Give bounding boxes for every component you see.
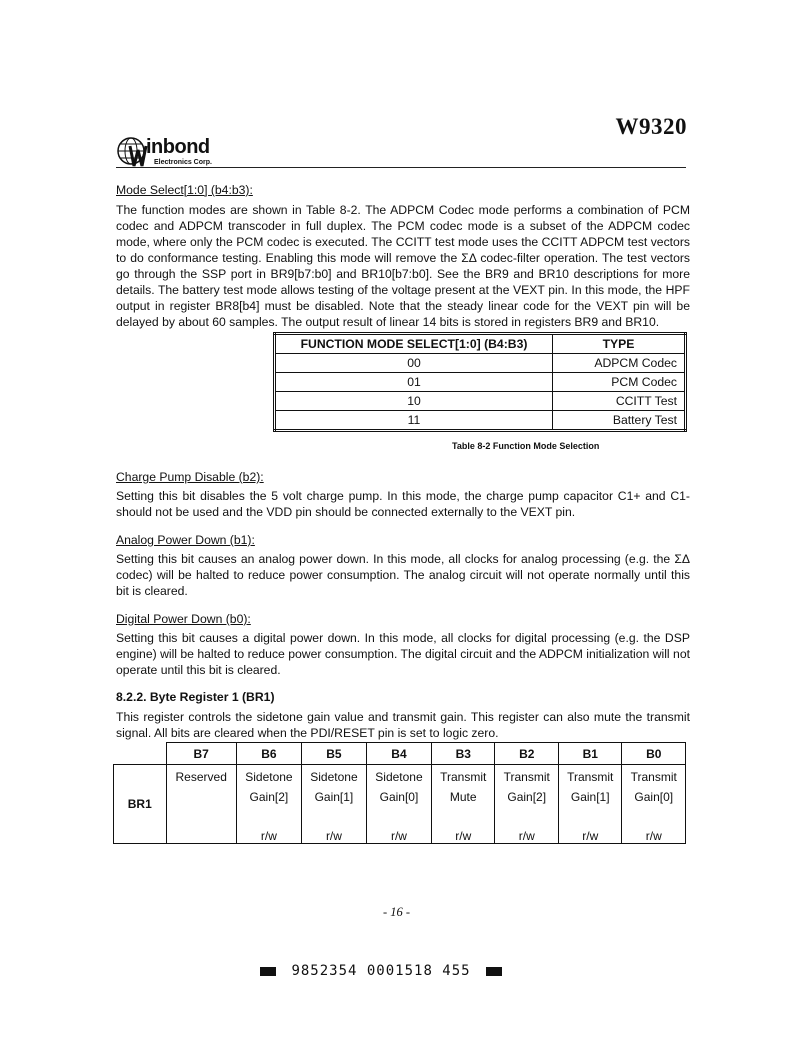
mode-type: ADPCM Codec [553,354,686,373]
mode-type: CCITT Test [553,392,686,411]
logo-subtitle: Electronics Corp. [154,159,212,166]
analog-power-paragraph: Setting this bit causes an analog power down. In this mode, all clocks for analog processing (e.g. the ΣΔ codec) will be halted to reduce power consumption. The analog circuit will not operate normally until this bit is cleared. [116,552,690,598]
table-row [275,354,686,373]
barcode-block-right [486,967,502,976]
barcode-text: 9852354 0001518 455 [291,963,471,979]
digital-power-paragraph: Setting this bit causes a digital power down. In this mode, all clocks for digital processing (e.g. the DSP engine) will be halted to reduce power consumption. The digital circuit and the ADPCM initialization will not operate until this bit is cleared. [116,631,690,677]
bit-description [366,765,431,822]
bit-desc-line1: Sidetone [310,770,358,784]
winbond-logo [116,136,256,170]
bit-access: r/w [558,821,622,844]
charge-pump-paragraph: Setting this bit disables the 5 volt charge pump. In this mode, the charge pump capacitor C1+ and C1- should not be used and the VDD pin should be connected externally to the VEXT pin. [116,489,690,519]
bit-desc-line2: Gain[0] [379,790,419,804]
br1-register-table [113,742,686,844]
type-column-header: TYPE [553,334,686,354]
bit-description [622,765,686,822]
table-row [275,392,686,411]
bit-access: r/w [236,821,301,844]
bit-desc-line2: Gain[2] [507,790,547,804]
register-label: BR1 [114,765,167,844]
bit-access: r/w [366,821,431,844]
bit-header: B7 [166,743,236,765]
header-divider [116,167,686,168]
mode-code: 10 [275,392,553,411]
br1-paragraph: This register controls the sidetone gain value and transmit gain. This register can also mute the transmit signal. All bits are cleared when the PDI/RESET pin is set to logic zero. [116,710,690,740]
bit-desc-line1: Sidetone [245,770,293,784]
mode-code: 11 [275,411,553,431]
bit-access: r/w [622,821,686,844]
bit-header: B5 [301,743,366,765]
scan-barcode-line [260,963,502,979]
mode-select-heading: Mode Select[1:0] (b4:b3): [116,183,253,197]
logo-wordmark: inbond [146,136,210,158]
bit-header: B2 [495,743,559,765]
page-number: - 16 - [383,905,411,919]
bit-desc-line1: Transmit [567,770,614,784]
bit-desc-line2: Gain[1] [570,790,610,804]
mode-column-header: FUNCTION MODE SELECT[1:0] (B4:B3) [275,334,553,354]
bit-access [166,821,236,844]
barcode-block-left [260,967,276,976]
function-mode-table [273,332,687,432]
bit-description [495,765,559,822]
mode-code: 00 [275,354,553,373]
bit-description [236,765,301,822]
bit-description [431,765,495,822]
bit-desc-line2: Gain[1] [314,790,354,804]
mode-type: PCM Codec [553,373,686,392]
table-caption: Table 8-2 Function Mode Selection [452,441,600,451]
bit-desc-line2: Mute [449,790,477,804]
br1-heading: 8.2.2. Byte Register 1 (BR1) [116,690,275,704]
bit-access: r/w [495,821,559,844]
charge-pump-heading: Charge Pump Disable (b2): [116,470,264,484]
bit-header: B1 [558,743,622,765]
bit-desc-line1: Transmit [440,770,487,784]
mode-select-paragraph: The function modes are shown in Table 8-2. The ADPCM Codec mode performs a combination of PCM codec and ADPCM transcoder in full duplex. The PCM codec mode is a subset of the ADPCM codec mode, where only the PCM codec is executed. The CCITT test mode uses the CCITT ADPCM test vectors to do conformance testing. Enabling this mode will remove the ΣΔ codec-filter operation. The test vectors go through the SSP port in BR9[b7:b0] and BR10[b7:b0]. See the BR9 and BR10 descriptions for more details. The battery test mode allows testing of the voltage present at the VEXT pin. In this mode, the HPF output in register BR8[b4] must be disabled. Note that the steady linear code for the VEXT pin will be delayed by about 60 samples. The output result of linear 14 bits is stored in registers BR9 and BR10. [116,203,690,329]
bit-desc-line2: Gain[0] [634,790,674,804]
mode-code: 01 [275,373,553,392]
table-row [275,373,686,392]
globe-w-icon [116,136,150,170]
corner-cell [114,743,167,765]
bit-desc-line2: Gain[2] [249,790,289,804]
bit-description [166,765,236,822]
bit-access: r/w [301,821,366,844]
bit-header: B4 [366,743,431,765]
bit-description [301,765,366,822]
bit-desc-line1: Sidetone [375,770,423,784]
bit-header: B3 [431,743,495,765]
table-row [275,411,686,431]
analog-power-heading: Analog Power Down (b1): [116,533,255,547]
bit-desc-line1: Reserved [175,770,227,784]
mode-type: Battery Test [553,411,686,431]
bit-access: r/w [431,821,495,844]
bit-header: B6 [236,743,301,765]
bit-desc-line1: Transmit [503,770,550,784]
digital-power-heading: Digital Power Down (b0): [116,612,251,626]
document-title: W9320 [615,114,687,139]
bit-description [558,765,622,822]
bit-desc-line1: Transmit [630,770,677,784]
bit-header: B0 [622,743,686,765]
